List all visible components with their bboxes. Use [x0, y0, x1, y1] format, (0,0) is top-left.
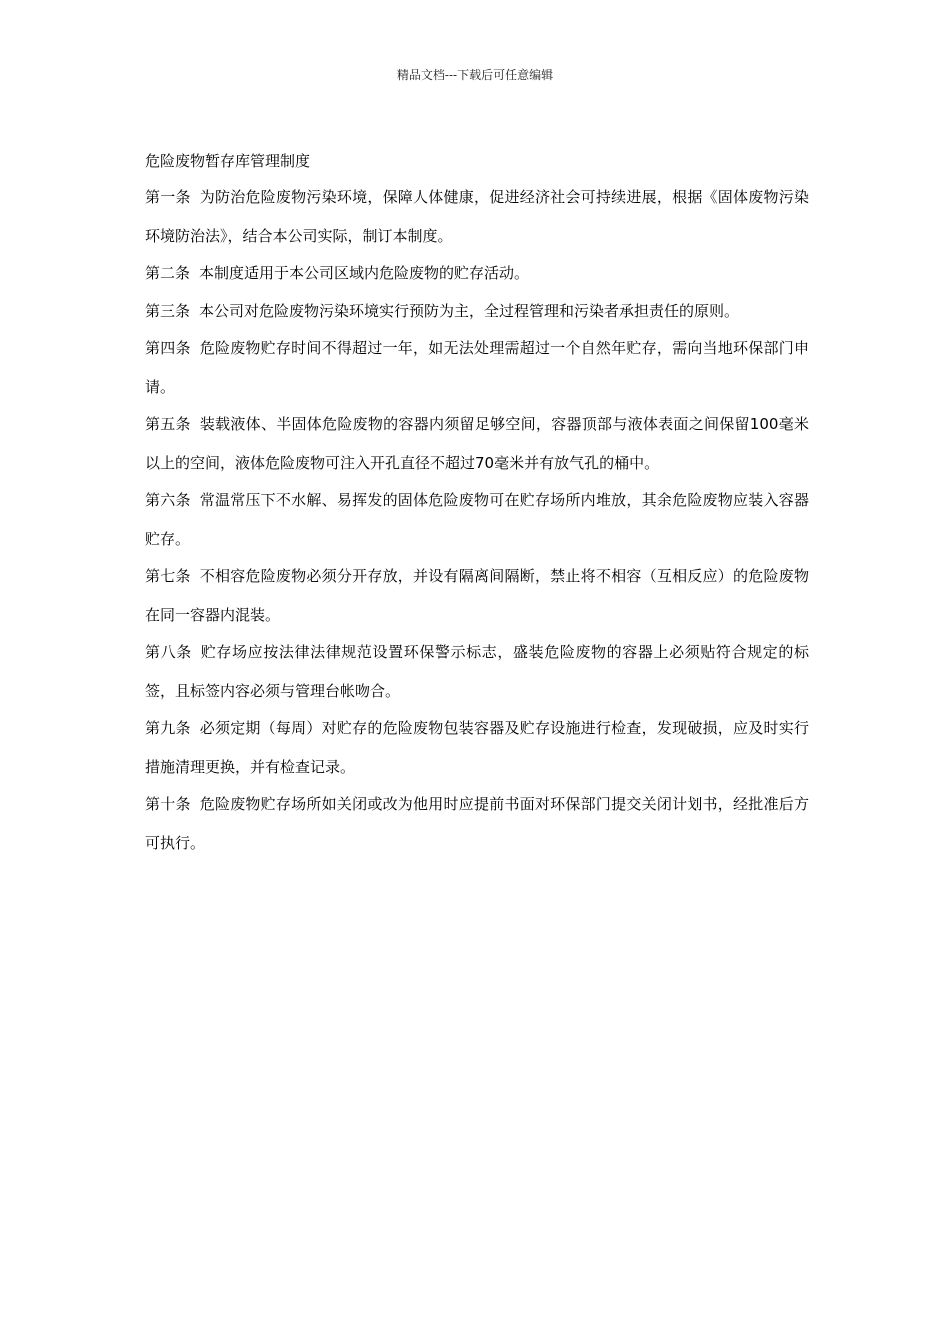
document-title: 危险废物暂存库管理制度 [145, 152, 311, 170]
article-number: 第四条 [145, 339, 191, 357]
article-text: 装载液体、半固体危险废物的容器内须留足够空间，容器顶部与液体表面之间保留100毫米以上的空间，液体危险废物可注入开孔直径不超过70毫米并有放气孔的桶中。 [145, 415, 809, 472]
article-8 [145, 633, 809, 710]
article-number: 第三条 [145, 301, 191, 320]
article-text: 本公司对危险废物污染环境实行预防为主，全过程管理和污染者承担责任的原则。 [199, 301, 740, 320]
article-number: 第九条 [145, 719, 191, 737]
article-text: 常温常压下不水解、易挥发的固体危险废物可在贮存场所内堆放，其余危险废物应装入容器贮存。 [145, 491, 809, 548]
article-text: 不相容危险废物必须分开存放，并设有隔离间隔断，禁止将不相容（互相反应）的危险废物在同一容器内混装。 [145, 567, 809, 624]
article-text: 贮存场应按法律法律规范设置环保警示标志，盛装危险废物的容器上必须贴符合规定的标签，且标签内容必须与管理台帐吻合。 [145, 643, 809, 700]
article-2 [145, 254, 809, 293]
article-9 [145, 709, 809, 786]
article-text: 危险废物贮存时间不得超过一年，如无法处理需超过一个自然年贮存，需向当地环保部门申请。 [145, 339, 809, 396]
article-number: 第十条 [145, 795, 191, 813]
article-10 [145, 785, 809, 862]
article-number: 第一条 [145, 188, 191, 206]
header-note: 精品文档---下载后可任意编辑 [396, 68, 554, 82]
article-7 [145, 557, 809, 634]
article-1 [145, 178, 809, 255]
article-3 [145, 292, 809, 331]
article-text: 为防治危险废物污染环境，保障人体健康，促进经济社会可持续进展，根据《固体废物污染环境防治法》，结合本公司实际，制订本制度。 [145, 188, 809, 245]
article-5 [145, 405, 809, 482]
article-text: 本制度适用于本公司区域内危险废物的贮存活动。 [199, 264, 530, 282]
article-6 [145, 481, 809, 558]
article-number: 第七条 [145, 567, 191, 585]
document-body [145, 149, 809, 869]
article-text: 危险废物贮存场所如关闭或改为他用时应提前书面对环保部门提交关闭计划书，经批准后方可执行。 [145, 795, 809, 852]
article-number: 第八条 [145, 643, 192, 661]
article-text: 必须定期（每周）对贮存的危险废物包装容器及贮存设施进行检查，发现破损，应及时实行措施清理更换，并有检查记录。 [145, 719, 809, 776]
article-number: 第五条 [145, 415, 191, 433]
article-4 [145, 329, 809, 406]
article-number: 第六条 [145, 491, 191, 509]
article-number: 第二条 [145, 264, 191, 282]
